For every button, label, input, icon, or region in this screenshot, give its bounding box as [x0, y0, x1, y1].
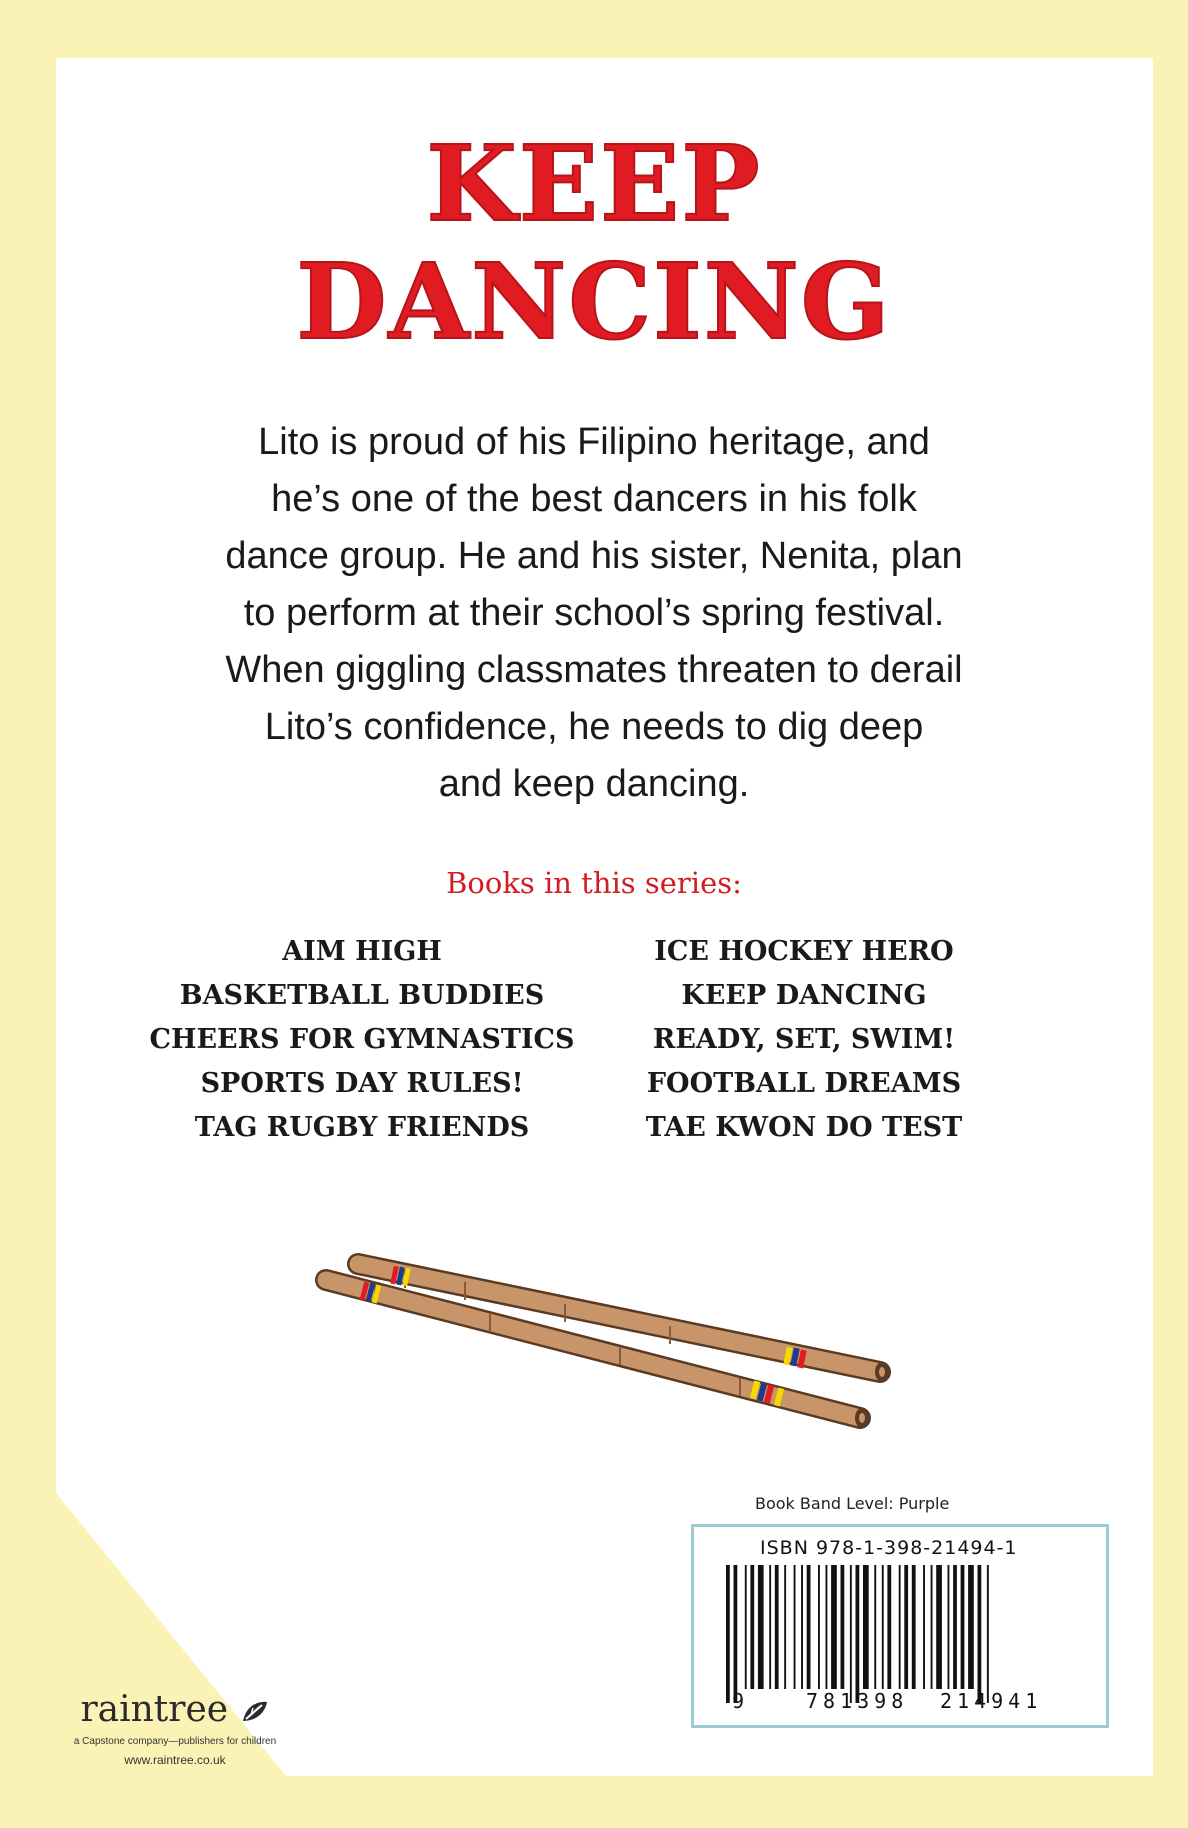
- barcode-bar: [734, 1565, 738, 1703]
- barcode-bar: [953, 1565, 957, 1689]
- barcode-bar: [807, 1565, 811, 1689]
- blurb-line: to perform at their school’s spring festival.: [243, 592, 945, 634]
- barcode-bar: [987, 1565, 989, 1703]
- barcode-bar: [968, 1565, 974, 1689]
- series-title: ICE HOCKEY HERO: [654, 936, 954, 967]
- series-title: BASKETBALL BUDDIES: [179, 980, 545, 1011]
- series-title: READY, SET, SWIM!: [652, 1024, 956, 1055]
- series-title: TAE KWON DO TEST: [645, 1112, 963, 1143]
- barcode-bars: [724, 1565, 1074, 1705]
- publisher-tagline: a Capstone company—publishers for children: [73, 1736, 277, 1747]
- barcode-bar: [899, 1565, 901, 1689]
- series-list-left: [127, 930, 597, 1150]
- barcode-bar: [887, 1565, 891, 1689]
- publisher-block: [60, 1690, 290, 1767]
- isbn-label: ISBN 978-1-398-21494-1: [760, 1537, 1018, 1559]
- barcode-bar: [784, 1565, 786, 1689]
- barcode-first-digit: 9: [732, 1689, 745, 1713]
- barcode-bar: [726, 1565, 730, 1703]
- leaf-icon: [240, 1699, 270, 1725]
- barcode-bar: [978, 1565, 982, 1703]
- barcode-bar: [775, 1565, 779, 1689]
- publisher-logo: [60, 1690, 290, 1730]
- blurb-line: dance group. He and his sister, Nenita, plan: [225, 535, 963, 577]
- barcode-bar: [745, 1565, 747, 1689]
- publisher-name: raintree: [80, 1689, 229, 1730]
- bamboo-sticks-illustration: [300, 1240, 900, 1460]
- series-title: FOOTBALL DREAMS: [646, 1068, 962, 1099]
- barcode-bar: [826, 1565, 828, 1689]
- blurb-line: Lito is proud of his Filipino heritage, and: [258, 421, 930, 463]
- barcode-bar: [841, 1565, 845, 1689]
- blurb: [194, 414, 994, 813]
- barcode-bar: [912, 1565, 916, 1689]
- book-band-level: Book Band Level: Purple: [755, 1494, 950, 1513]
- series-title: TAG RUGBY FRIENDS: [194, 1112, 530, 1143]
- barcode-bar: [831, 1565, 837, 1689]
- blurb-line: and keep dancing.: [438, 763, 750, 805]
- barcode-block: [691, 1524, 1109, 1728]
- series-title: SPORTS DAY RULES!: [200, 1068, 524, 1099]
- barcode-bar: [882, 1565, 884, 1689]
- barcode-bar: [750, 1565, 754, 1689]
- publisher-url[interactable]: www.raintree.co.uk: [124, 1753, 226, 1767]
- series-title: CHEERS FOR GYMNASTICS: [149, 1024, 575, 1055]
- barcode-bar: [904, 1565, 908, 1689]
- blurb-line: he’s one of the best dancers in his folk: [271, 478, 917, 520]
- blurb-line: When giggling classmates threaten to derail: [225, 649, 963, 691]
- series-heading: Books in this series:: [446, 866, 742, 900]
- barcode-left-digits: 781398: [806, 1689, 909, 1713]
- barcode-bar: [931, 1565, 933, 1689]
- barcode-bar: [948, 1565, 950, 1689]
- barcode-bar: [801, 1565, 803, 1689]
- barcode-bar: [936, 1565, 942, 1689]
- barcode-bar: [769, 1565, 771, 1689]
- barcode-bar: [758, 1565, 764, 1689]
- barcode-bar: [856, 1565, 860, 1703]
- barcode-bar: [863, 1565, 869, 1689]
- barcode-right-digits: 214941: [940, 1689, 1043, 1713]
- barcode-bar: [850, 1565, 852, 1703]
- title-line-1: KEEP: [426, 122, 762, 245]
- series-title: KEEP DANCING: [681, 980, 927, 1011]
- barcode-bar: [794, 1565, 796, 1689]
- barcode-bar: [818, 1565, 820, 1689]
- blurb-line: Lito’s confidence, he needs to dig deep: [264, 706, 924, 748]
- title-line-2: DANCING: [296, 240, 892, 363]
- series-list-right: [569, 930, 1039, 1150]
- barcode-bar: [961, 1565, 965, 1689]
- barcode-bar: [923, 1565, 925, 1689]
- series-title: AIM HIGH: [282, 936, 442, 967]
- barcode-bar: [874, 1565, 876, 1689]
